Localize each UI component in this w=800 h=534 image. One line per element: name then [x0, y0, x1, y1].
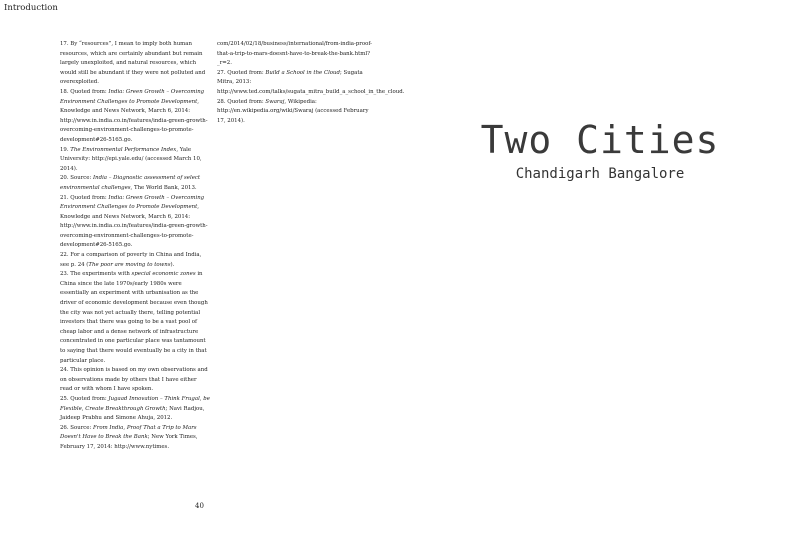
right-page — [400, 0, 800, 534]
endnote: com/2014/02/18/business/international/from-india-proof-that-a-trip-to-mars-doesnt-have-to-break-the-bank.html?_r=2. — [217, 41, 372, 67]
endnote: 18. Quoted from: India: Green Growth – Overcoming Environment Challenges to Promote Development, Knowledge and News Network, March 6, 2014: http://www.in.india.co.in/features/india-green-growth-overcoming-environment-challenges-to-promote-development#26-5165.go. — [60, 88, 208, 143]
endnote: 23. The experiments with special economic zones in China since the late 1970s/early 1980s were essentially an experiment with urbanisation as the driver of economic development because even though the city was not yet actually there, telling potential investors that there was going to be a vast pool of cheap labor and a dense network of infrastructure concentrated in one particular place was tantamount to saying that there would eventually be a city in that particular place. — [60, 271, 208, 364]
endnote: 27. Quoted from: Build a School in the Cloud; Sugata Mitra, 2013: http://www.ted.com/talks/sugata_mitra_build_a_school_in_the_cloud. — [217, 69, 405, 95]
endnote: 17. By “resources”, I mean to imply both human resources, which are certainly abundant but remain largely unexploited, and natural resources, which would still be abundant if they were not polluted and overexploited. — [60, 41, 206, 86]
chapter-title: Two Cities — [480, 118, 720, 162]
endnotes-column-2 — [217, 40, 405, 126]
endnote: 22. For a comparison of poverty in China and India, see p. 24 (The poor are moving to towns). — [60, 252, 202, 268]
chapter-subtitle: Chandigarh Bangalore — [515, 166, 685, 182]
endnote: 20. Source: India – Diagnostic assessment of select environmental challenges, The World Bank, 2013. — [60, 175, 201, 191]
running-head: Introduction — [4, 3, 58, 13]
page-number: 40 — [195, 502, 204, 510]
endnote: 25. Quoted from: Jugaad Innovation – Think Frugal, be Flexible, Create Breakthrough Growth; Navi Radjou, Jaideep Prabhu and Simone Ahuja, 2012. — [60, 395, 210, 422]
endnote: 21. Quoted from: India: Green Growth – Overcoming Environment Challenges to Promote Development, Knowledge and News Network, March 6, 2014: http://www.in.india.co.in/features/india-green-growth-overcoming-environment-challenges-to-promote-development#26-5165.go. — [60, 194, 208, 249]
endnote: 26. Source: From India, Proof That a Trip to Mars Doesn't Have to Break the Bank; New York Times, February 17, 2014: http://www.nytimes. — [60, 424, 198, 450]
endnotes-column-1 — [60, 40, 210, 453]
endnote: 28. Quoted from: Swaraj, Wikipedia: http://en.wikipedia.org/wiki/Swaraj (accessed February 17, 2014). — [217, 98, 369, 124]
endnote: 19. The Environmental Performance Index, Yale University: http://epi.yale.edu/ (accessed March 10, 2014). — [60, 146, 202, 172]
endnote: 24. This opinion is based on my own observations and on observations made by others that I have either read or with whom I have spoken. — [60, 367, 208, 393]
